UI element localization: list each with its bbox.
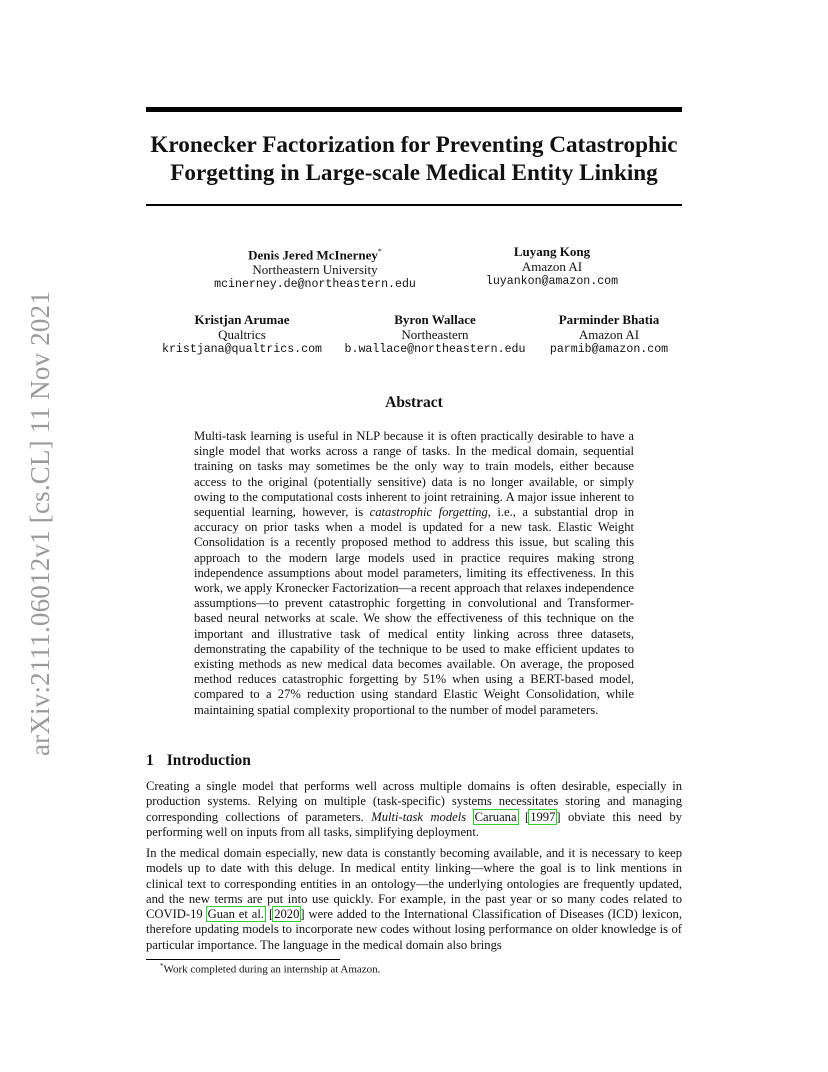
author-name: Luyang Kong [513,244,591,259]
arxiv-identifier: arXiv:2111.06012v1 [cs.CL] 11 Nov 2021 [25,290,56,756]
introduction-paragraph-1: Creating a single model that performs well across multiple domains is often desirable, especially in production systems. Relying on multiple (task-specific) systems necessitates storing and managing corresponding collections of parameters. Multi-task models Caruana [1997] obviate this need by performing well on inputs from all tasks, simplifying deployment. [146,779,682,839]
footnote-rule [146,959,340,960]
author-email[interactable]: b.wallace@northeastern.edu [344,343,526,356]
author-block-5 [540,312,678,357]
author-block-1 [198,244,432,292]
author-email[interactable]: parmib@amazon.com [549,343,669,356]
citation-link[interactable]: Guan et al. [207,907,265,921]
emphasis: catastrophic forgetting [369,505,488,520]
section-heading-introduction [146,752,251,770]
author-name: Byron Wallace [394,312,476,327]
author-block-4 [336,312,534,357]
author-name: Parminder Bhatia [558,312,660,327]
emphasis: Multi-task models [371,809,467,824]
citation-year-link[interactable]: 1997 [530,809,556,824]
author-affiliation: Qualtrics [218,327,266,342]
title-bottom-rule [146,204,682,206]
citation-link[interactable]: Caruana [474,809,517,824]
footnote: *Work completed during an internship at Amazon. [160,962,381,976]
section-number: 1 [146,752,154,769]
author-email[interactable]: kristjana@qualtrics.com [161,343,323,356]
author-affiliation: Amazon AI [521,259,583,274]
paper-title [146,131,682,187]
title-line-1: Kronecker Factorization for Preventing Catastrophic [150,132,678,158]
footnote-mark: * [377,247,382,256]
author-block-3 [154,312,330,357]
abstract-heading: Abstract [385,394,443,411]
title-top-rule [146,107,682,112]
title-line-2: Forgetting in Large-scale Medical Entity Linking [170,160,658,186]
author-name: Kristjan Arumae [194,312,290,327]
author-affiliation: Northeastern [401,327,469,342]
section-title: Introduction [166,752,251,769]
introduction-paragraph-2: In the medical domain especially, new data is constantly becoming available, and it is necessary to keep models up to date with this deluge. In medical entity linking—where the goal is to link mentions in clinical text to corresponding entities in an ontology—the underlying ontologies are frequently updated, and the new terms are put into use quickly. For example, in the past year or so many codes related to COVID-19 Guan et al. [2020] were added to the International Classification of Diseases (ICD) lexicon, therefore updating models to incorporate new codes without losing performance on older knowledge is of particular importance. The language in the medical domain also brings [146,846,682,952]
citation-year-link[interactable]: 2020 [274,907,300,921]
author-affiliation: Amazon AI [578,327,640,342]
abstract-text: Multi-task learning is useful in NLP because it is often practically desirable to have a single model that works across a range of tasks. In the medical domain, sequential training on tasks may sometimes be the only way to train models, either because access to the original (potentially sensitive) data is no longer available, or simply owing to the computational costs inherent to joint retraining. A major issue inherent to sequential learning, however, is catastrophic forgetting, i.e., a substantial drop in accuracy on prior tasks when a model is updated for a new task. Elastic Weight Consolidation is a recently proposed method to address this issue, but scaling this approach to the modern large models used in practice requires making strong independence assumptions about model parameters, limiting its effectiveness. In this work, we apply Kronecker Factorization—a recent approach that relaxes independence assumptions—to prevent catastrophic forgetting in convolutional and Transformer-based neural networks at scale. We show the effectiveness of this technique on the important and illustrative task of medical entity linking across three datasets, demonstrating the capability of the technique to be used to make efficient updates to existing methods as new medical data becomes available. On average, the proposed method reduces catastrophic forgetting by 51% when using a BERT-based model, compared to a 27% reduction using standard Elastic Weight Consolidation, while maintaining spatial complexity proportional to the number of model parameters. [194,429,634,717]
author-email[interactable]: luyankon@amazon.com [485,275,619,288]
arxiv-side-stamp [22,286,60,760]
author-email[interactable]: mcinerney.de@northeastern.edu [214,278,416,292]
footnote-mark: * [160,962,164,970]
author-block-2 [464,244,640,289]
author-affiliation: Northeastern University [252,262,378,278]
author-name: Denis Jered McInerney* [248,247,382,263]
